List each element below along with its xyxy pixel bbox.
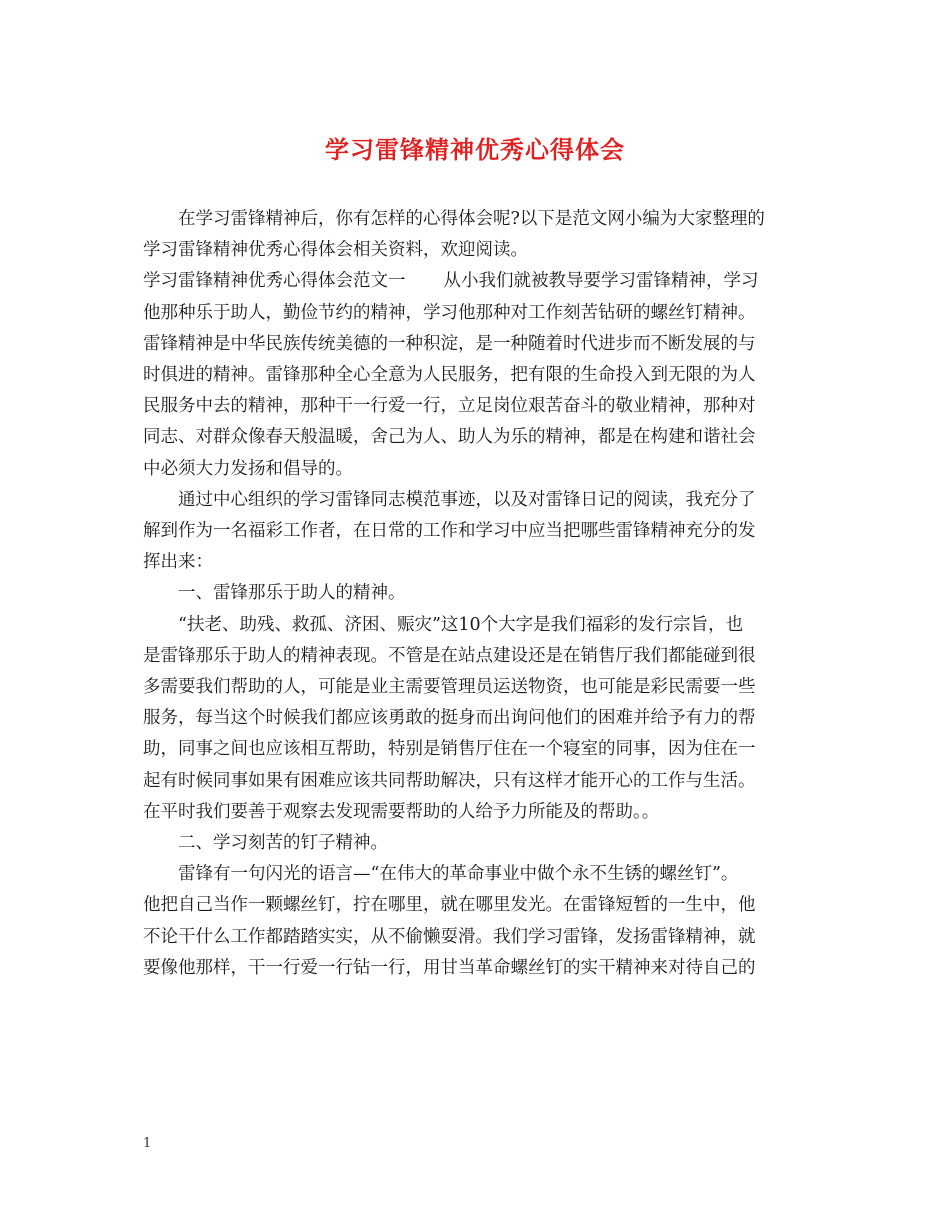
text-line: 不论干什么工作都踏踏实实，从不偷懒耍滑。我们学习雷锋，发扬雷锋精神，就 — [143, 926, 756, 947]
text-line: 在平时我们要善于观察去发现需要帮助的人给予力所能及的帮助。。 — [143, 801, 660, 822]
text-line: 中必须大力发扬和倡导的。 — [143, 458, 353, 479]
section-two-paragraph — [143, 859, 811, 984]
document-body — [143, 204, 811, 984]
text-line: 雷锋有一句闪光的语言—“在伟大的革命事业中做个永不生锈的螺丝钉”。 — [178, 864, 739, 885]
section-heading-text: 一、雷锋那乐于助人的精神。 — [178, 583, 406, 604]
text-line: 要像他那样，干一行爱一行钻一行，用甘当革命螺丝钉的实干精神来对待自己的 — [143, 957, 756, 978]
text-line: 在学习雷锋精神后，你有怎样的心得体会呢?以下是范文网小编为大家整理的 — [178, 209, 765, 229]
document-title: 学习雷锋精神优秀心得体会 — [325, 135, 625, 164]
essay-heading: 学习雷锋精神优秀心得体会范文一 — [143, 271, 406, 292]
reading-paragraph — [143, 485, 811, 579]
text-line: 民服务中去的精神，那种干一行爱一行，立足岗位艰苦奋斗的敬业精神，那种对 — [143, 396, 756, 417]
text-line: 从小我们就被教导要学习雷锋精神，学习 — [443, 271, 759, 292]
text-line: 挥出来： — [143, 552, 213, 573]
intro-paragraph — [143, 204, 811, 266]
text-line: 时俱进的精神。雷锋那种全心全意为人民服务，把有限的生命投入到无限的为人 — [143, 365, 756, 386]
section-two-heading — [143, 828, 811, 859]
text-line: 多需要我们帮助的人，可能是业主需要管理员运送物资，也可能是彩民需要一些 — [143, 677, 756, 698]
text-line: 解到作为一名福彩工作者，在日常的工作和学习中应当把哪些雷锋精神充分的发 — [143, 521, 756, 542]
essay-one-paragraph — [143, 266, 811, 484]
section-heading-text: 二、学习刻苦的钉子精神。 — [178, 833, 388, 854]
essay-heading-line — [143, 266, 811, 297]
text-line: 同志、对群众像春天般温暖，舍己为人、助人为乐的精神，都是在构建和谐社会 — [143, 427, 756, 448]
text-line: 他把自己当作一颗螺丝钉，拧在哪里，就在哪里发光。在雷锋短暂的一生中，他 — [143, 895, 756, 916]
text-line: 助，同事之间也应该相互帮助，特别是销售厅住在一个寝室的同事，因为住在一 — [143, 739, 756, 760]
text-line: “扶老、助残、救孤、济困、赈灾”这10个大字是我们福彩的发行宗旨，也 — [178, 614, 744, 635]
text-line: 起有时候同事如果有困难应该共同帮助解决，只有这样才能开心的工作与生活。 — [143, 770, 756, 791]
page-number: 1 — [143, 1136, 152, 1151]
section-one-paragraph — [143, 610, 811, 828]
text-line: 他那种乐于助人，勤俭节约的精神，学习他那种对工作刻苦钻研的螺丝钉精神。 — [143, 302, 756, 323]
text-line: 学习雷锋精神优秀心得体会相关资料，欢迎阅读。 — [143, 240, 528, 261]
section-one-heading — [143, 578, 811, 609]
text-line: 服务，每当这个时候我们都应该勇敢的挺身而出询问他们的困难并给予有力的帮 — [143, 708, 756, 729]
text-line: 是雷锋那乐于助人的精神表现。不管是在站点建设还是在销售厅我们都能碰到很 — [143, 645, 756, 666]
text-line: 通过中心组织的学习雷锋同志模范事迹，以及对雷锋日记的阅读，我充分了 — [178, 489, 756, 510]
text-line: 雷锋精神是中华民族传统美德的一种积淀，是一种随着时代进步而不断发展的与 — [143, 333, 756, 354]
